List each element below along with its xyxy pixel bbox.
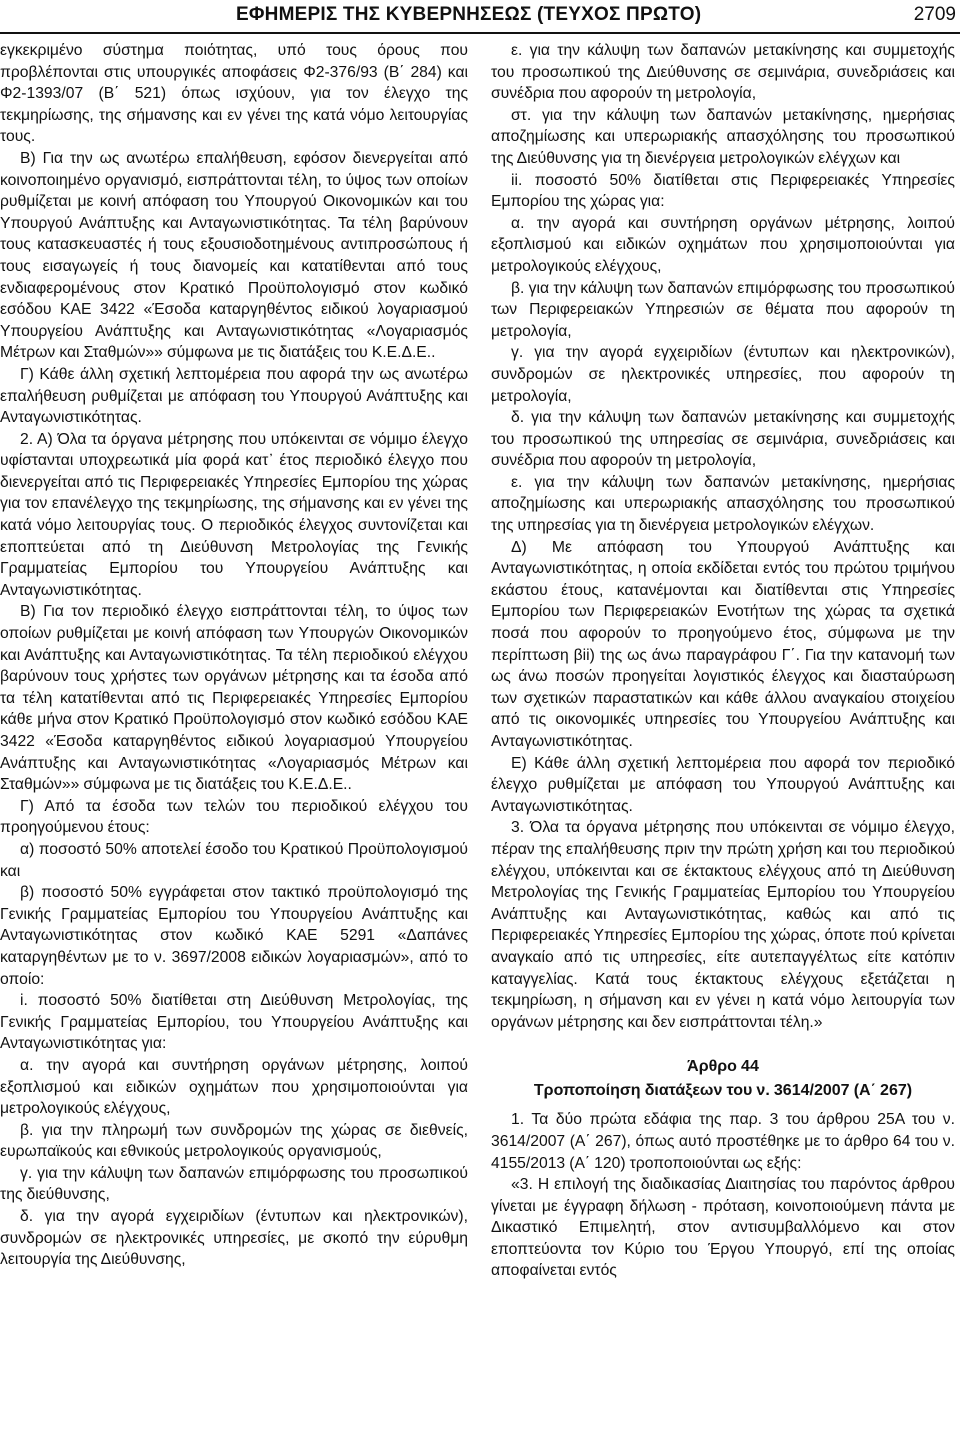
paragraph: Β) Για τον περιοδικό έλεγχο εισπράττονται τέλη, το ύψος των οποίων ρυθμίζεται με κοινή απόφαση των Υπουργών Οικονομικών και Ανάπτυξης και Ανταγωνιστικότητας. Τα τέλη περιοδικού ελέγχου βαρύνουν τους χρήστες των οργάνων μέτρησης και τα έσοδα από τα τέλη κατατίθενται από τις Περιφερειακές Υπηρεσίες Εμπορίου κάθε μήνα στον Κρατικό Προϋπολογισμό στον κωδικό εσόδου ΚΑΕ 3422 «Έσοδα καταργηθέντος ειδικού λογαριασμού Υπουργείου Ανάπτυξης και Ανταγωνιστικότητας «Λογαριασμός Μέτρων και Σταθμών»» σύμφωνα με τις διατάξεις του Κ.Ε.Δ.Ε.. bbox=[0, 603, 468, 794]
left-column bbox=[0, 40, 468, 1271]
paragraph: i. ποσοστό 50% διατίθεται στη Διεύθυνση Μετρολογίας, της Γενικής Γραμματείας Εμπορίου, του Υπουργείου Ανάπτυξης και Ανταγωνιστικότητας για: bbox=[0, 992, 468, 1053]
right-column bbox=[491, 40, 955, 1282]
page-header bbox=[0, 0, 960, 36]
paragraph: Γ) Κάθε άλλη σχετική λεπτομέρεια που αφορά την ως ανωτέρω επαλήθευση ρυθμίζεται με απόφαση του Υπουργού Ανάπτυξης και Ανταγωνιστικότητας. bbox=[0, 365, 468, 427]
paragraph: ii. ποσοστό 50% διατίθεται στις Περιφερειακές Υπηρεσίες Εμπορίου της χώρας για: bbox=[491, 171, 955, 211]
paragraph: γ. για την κάλυψη των δαπανών επιμόρφωσης του προσωπικού της διεύθυνσης, bbox=[0, 1164, 468, 1204]
paragraph: δ. για την κάλυψη των δαπανών μετακίνησης και συμμετοχής του προσωπικού της υπηρεσίας σε σεμινάρια, συνεδριάσεις και συνέδρια που αφορούν τη μετρολογία, bbox=[491, 409, 955, 470]
paragraph: α. την αγορά και συντήρηση οργάνων μέτρησης, λοιπού εξοπλισμού και ειδικών οχημάτων που χρησιμοποιούνται για μετρολογικούς ελέγχους, bbox=[491, 214, 955, 275]
paragraph: ε. για την κάλυψη των δαπανών μετακίνησης, ημερήσιας αποζημίωσης και υπερωριακής απασχόλησης του προσωπικού της υπηρεσίας για τη διενέργεια μετρολογικών ελέγχων. bbox=[491, 473, 955, 535]
paragraph: Ε) Κάθε άλλη σχετική λεπτομέρεια που αφορά τον περιοδικό έλεγχο ρυθμίζεται με απόφαση του Υπουργού Ανάπτυξης και Ανταγωνιστικότητας. bbox=[491, 754, 955, 815]
paragraph: α) ποσοστό 50% αποτελεί έσοδο του Κρατικού Προϋπολογισμού και bbox=[0, 840, 468, 880]
paragraph: Δ) Με απόφαση του Υπουργού Ανάπτυξης και Ανταγωνιστικότητας, η οποία εκδίδεται εντός του πρώτου τριμήνου εκάστου έτους, κατανέμονται και διατίθενται στις Υπηρεσίες Εμπορίου των Περιφερειακών Ενοτήτων της χώρας τα σχετικά ποσά που αφορούν το προηγούμενο έτος, σύμφωνα με την περίπτωση βii) της ως άνω παραγράφου Γ΄. Για την κατανομή των ως άνω ποσών προηγείται λογιστικός έλεγχος και διασταύρωση των σχετικών παραστατικών και κάθε άλλου αναγκαίου στοιχείου από τις οικονομικές υπηρεσίες του Υπουργείου Ανάπτυξης και Ανταγωνιστικότητας. bbox=[491, 538, 955, 750]
paragraph: 2. Α) Όλα τα όργανα μέτρησης που υπόκεινται σε νόμιμο έλεγχο υφίστανται υποχρεωτικά μία φορά κατ᾽ έτος περιοδικό έλεγχο που διενεργείται από τις Περιφερειακές Υπηρεσίες Εμπορίου της χώρας για τον επανέλεγχο της τεκμηρίωσης, της σήμανσης και εν γένει της κατά νόμο λειτουργίας τους. Ο περιοδικός έλεγχος συντονίζεται και εποπτεύεται από τη Διεύθυνση Μετρολογίας της Γενικής Γραμματείας Εμπορίου του Υπουργείου Ανάπτυξης και Ανταγωνιστικότητας. bbox=[0, 430, 468, 599]
paragraph: 3. Όλα τα όργανα μέτρησης που υπόκεινται σε νόμιμο έλεγχο, πέραν της επαλήθευσης πριν την πρώτη χρήση και του περιοδικού ελέγχου, υπόκεινται και σε έκτακτους ελέγχους από τη Διεύθυνση Μετρολογίας της Γενικής Γραμματείας Εμπορίου του Υπουργείου Ανάπτυξης και Ανταγωνιστικότητας, καθώς και από τις Περιφερειακές Υπηρεσίες Εμπορίου της χώρας, όποτε πού κρίνεται αναγκαίο από τις υπηρεσίες, είτε αυτεπαγγέλτως είτε κατόπιν καταγγελίας. Κατά τους έκτακτους ελέγχους εξετάζεται η τεκμηρίωση, η σήμανση και εν γένει η κατά νόμο λειτουργία των οργάνων μέτρησης και δεν εισπράττονται τέλη.» bbox=[491, 819, 955, 1031]
paragraph: Β) Για την ως ανωτέρω επαλήθευση, εφόσον διενεργείται από κοινοποιημένο οργανισμό, εισπράττονται τέλη, το ύψος των οποίων ρυθμίζεται με κοινή απόφαση του Υπουργού Οικονομικών και του Υπουργού Ανάπτυξης και Ανταγωνιστικότητας. Τα τέλη βαρύνουν τους κατασκευαστές ή τους εξουσιοδοτημένους αντιπροσώπους ή τους εισαγωγείς ή τους διανομείς και κατατίθενται από τους ενδιαφερομένους στον Κρατικό Προϋπολογισμό στον κωδικό εσόδου ΚΑΕ 3422 «Έσοδα καταργηθέντος ειδικού λογαριασμού Υπουργείου Ανάπτυξης και Ανταγωνιστικότητας «Λογαριασμός Μέτρων και Σταθμών»» σύμφωνα με τις διατάξεις του Κ.Ε.Δ.Ε.. bbox=[0, 149, 468, 362]
paragraph: 1. Τα δύο πρώτα εδάφια της παρ. 3 του άρθρου 25Α του ν. 3614/2007 (Α΄ 267), όπως αυτό προστέθηκε με το άρθρο 64 του ν. 4155/2013 (Α΄ 120) τροποποιούνται ως εξής: bbox=[491, 1111, 955, 1172]
paragraph: α. την αγορά και συντήρηση οργάνων μέτρησης, λοιπού εξοπλισμού και ειδικών οχημάτων που χρησιμοποιούνται για μετρολογικούς ελέγχους, bbox=[0, 1056, 468, 1118]
paragraph: εγκεκριμένο σύστημα ποιότητας, υπό τους όρους που προβλέπονται στις υπουργικές αποφάσεις Φ2-376/93 (Β΄ 284) και Φ2-1393/07 (Β΄ 521) όπως ισχύουν, για τον έλεγχο της τεκμηρίωσης, της σήμανσης και εν γένει της κατά νόμο λειτουργίας τους. bbox=[0, 42, 468, 146]
paragraph: δ. για την αγορά εγχειριδίων (έντυπων και ηλεκτρονικών), συνδρομών σε ηλεκτρονικές υπηρεσίες, με σκοπό την εύρυθμη λειτουργία της Διεύθυνσης, bbox=[0, 1208, 468, 1269]
article-title: Τροποποίηση διατάξεων του ν. 3614/2007 (Α΄ 267) bbox=[533, 1082, 913, 1100]
paragraph: β) ποσοστό 50% εγγράφεται στον τακτικό προϋπολογισμό της Γενικής Γραμματείας Εμπορίου του Υπουργείου Ανάπτυξης και Ανταγωνιστικότητας στον κωδικό ΚΑΕ 5291 «Δαπάνες καταργηθέντων με το ν. 3697/2008 ειδικών λογαριασμών», από το οποίο: bbox=[0, 884, 468, 988]
article-number: Άρθρο 44 bbox=[687, 1058, 759, 1076]
paragraph: στ. για την κάλυψη των δαπανών μετακίνησης, ημερήσιας αποζημίωσης και υπερωριακής απασχόλησης του προσωπικού της Διεύθυνσης για τη διενέργεια μετρολογικών ελέγχων και bbox=[491, 106, 955, 167]
page-number: 2709 bbox=[913, 4, 956, 25]
paragraph: β. για την πληρωμή των συνδρομών της χώρας σε διεθνείς, ευρωπαϊκούς και εθνικούς μετρολογικούς οργανισμούς, bbox=[0, 1121, 468, 1161]
paragraph: Γ) Από τα έσοδα των τελών του περιοδικού ελέγχου του προηγούμενου έτους: bbox=[0, 797, 468, 837]
paragraph: β. για την κάλυψη των δαπανών επιμόρφωσης του προσωπικού των Περιφερειακών Υπηρεσιών σε θέματα που αφορούν τη μετρολογία, bbox=[491, 279, 955, 340]
gazette-title: ΕΦΗΜΕΡΙΣ ΤΗΣ ΚΥΒΕΡΝΗΣΕΩΣ (ΤΕΥΧΟΣ ΠΡΩΤΟ) bbox=[236, 4, 702, 25]
paragraph: γ. για την αγορά εγχειριδίων (έντυπων και ηλεκτρονικών), συνδρομών σε ηλεκτρονικές υπηρεσίες, που αφορούν τη μετρολογία, bbox=[491, 344, 955, 405]
header-rule bbox=[0, 32, 960, 34]
paragraph: ε. για την κάλυψη των δαπανών μετακίνησης και συμμετοχής του προσωπικού της Διεύθυνσης σε σεμινάρια, συνεδριάσεις και συνέδρια που αφορούν τη μετρολογία, bbox=[491, 42, 955, 103]
paragraph: «3. Η επιλογή της διαδικασίας Διαιτησίας του παρόντος άρθρου γίνεται με έγγραφη δήλωση - πρόταση, κοινοποιούμενη πάντα με Δικαστικό Επιμελητή, στον αντισυμβαλλόμενο και στον εποπτεύοντα τον Κύριο του Έργου Υπουργό, επί της οποίας αποφαίνεται εντός bbox=[491, 1176, 955, 1280]
